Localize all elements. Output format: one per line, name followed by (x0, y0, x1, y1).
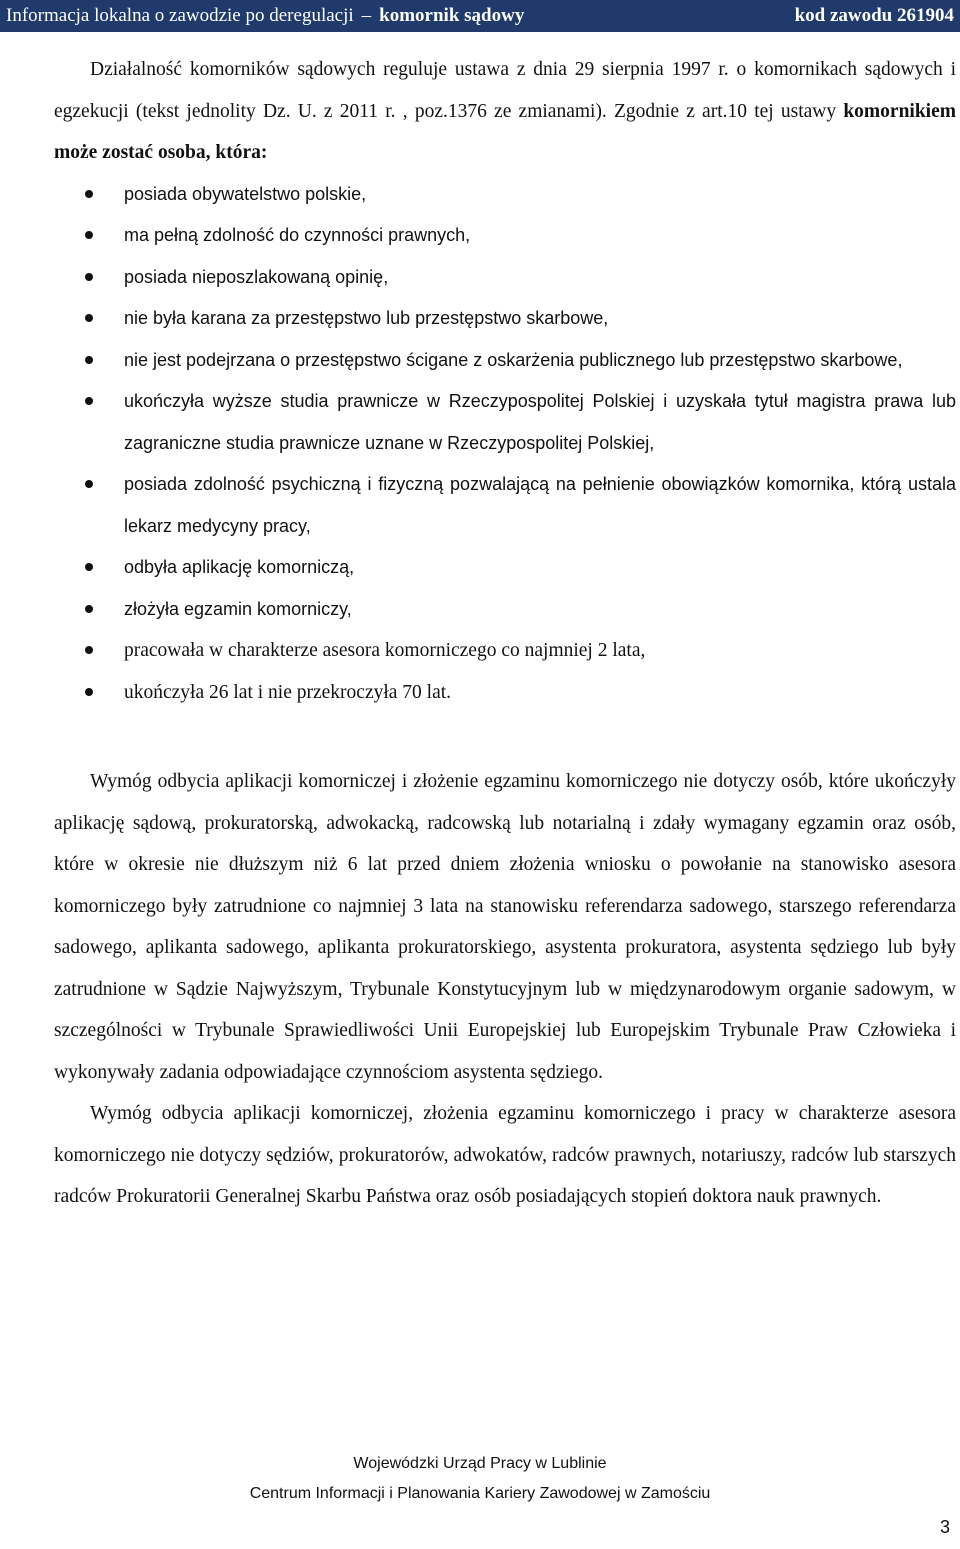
paragraph-exemption-2: Wymóg odbycia aplikacji komorniczej, złożenia egzaminu komorniczego i pracy w charakterze asesora komorniczego nie dotyczy sędziów, prokuratorów, adwokatów, radców prawnych, notariuszy, radców lub starszych radców Prokuratorii Generalnej Skarbu Państwa oraz osób posiadających stopień doktora nauk prawnych. (54, 1103, 956, 1207)
footer-line-2: Centrum Informacji i Planowania Kariery Zawodowej w Zamościu (249, 1485, 711, 1502)
list-item-text: złożyła egzamin komorniczy, (124, 598, 352, 619)
list-item (124, 589, 956, 631)
list-item (124, 215, 956, 257)
bullet-icon (85, 190, 93, 198)
page-footer (0, 1449, 960, 1509)
list-item-text: ukończyła wyższe studia prawnicze w Rzeczypospolitej Polskiej i uzyskała tytuł magistra prawa lub zagraniczne studia prawnicze uznane w Rzeczypospolitej Polskiej, (124, 391, 956, 453)
footer-line-1: Wojewódzki Urząd Pracy w Lublinie (353, 1455, 607, 1472)
list-item-text: nie była karana za przestępstwo lub przestępstwo skarbowe, (124, 308, 609, 328)
list-item (124, 257, 956, 299)
list-item (124, 547, 956, 589)
header-code: kod zawodu 261904 (794, 5, 954, 26)
requirements-list (54, 174, 956, 714)
list-item (124, 672, 956, 714)
list-item-text: nie jest podejrzana o przestępstwo ścigane z oskarżenia publicznego lub przestępstwo skarbowe, (124, 349, 903, 370)
list-item-text: pracowała w charakterze asesora komorniczego co najmniej 2 lata, (124, 640, 646, 661)
bullet-icon (85, 646, 93, 654)
document-body (54, 49, 956, 1218)
header-dash: – (361, 5, 372, 26)
bullet-icon (85, 314, 93, 322)
bullet-icon (85, 688, 93, 696)
bullet-icon (85, 605, 93, 613)
list-item (124, 174, 956, 216)
intro-text: Działalność komorników sądowych reguluje ustawa z dnia 29 sierpnia 1997 r. o komornikach sądowych i egzekucji (tekst jednolity Dz. U. z 2011 r. , poz.1376 ze zmianami). Zgodnie z art.10 tej ustawy (54, 59, 956, 122)
page-header (0, 0, 960, 32)
intro-paragraph (54, 49, 956, 174)
list-item (124, 630, 956, 672)
spacer (54, 713, 956, 761)
bullet-icon (85, 480, 93, 488)
bullet-icon (85, 563, 93, 571)
list-item (124, 340, 956, 382)
list-item-text: ukończyła 26 lat i nie przekroczyła 70 lat. (124, 681, 452, 703)
bullet-icon (85, 273, 93, 281)
intro-bold: komornikiem może zostać osoba, która: (54, 100, 956, 163)
header-profession: komornik sądowy (379, 5, 525, 26)
header-title: Informacja lokalna o zawodzie po deregulacji (6, 5, 354, 26)
list-item-text: ma pełną zdolność do czynności prawnych, (124, 225, 471, 245)
bullet-icon (85, 397, 93, 405)
bullet-icon (85, 231, 93, 239)
list-item-text: posiada nieposzlakowaną opinię, (124, 266, 389, 287)
list-item (124, 381, 956, 464)
list-item-text: posiada obywatelstwo polskie, (124, 183, 367, 204)
list-item (124, 298, 956, 340)
paragraph-exemption-1: Wymóg odbycia aplikacji komorniczej i złożenie egzaminu komorniczego nie dotyczy osób, które ukończyły aplikację sądową, prokuratorską, adwokacką, radcowską lub notarialną i zdały wymagany egzamin oraz osób, które w okresie nie dłuższym niż 6 lat przed dniem złożenia wniosku o powołanie na stanowisko asesora komorniczego były zatrudnione co najmniej 3 lata na stanowisku referendarza sadowego, starszego referendarza sadowego, aplikanta sadowego, aplikanta prokuratorskiego, asystenta prokuratora, asystenta sędziego lub były zatrudnione w Sądzie Najwyższym, Trybunale Konstytucyjnym lub w międzynarodowym organie sadowym, w szczególności w Trybunale Sprawiedliwości Unii Europejskiej lub Europejskim Trybunale Praw Człowieka i wykonywały zadania odpowiadające czynnościom asystenta sędziego. (54, 771, 956, 1083)
list-item-text: odbyła aplikację komorniczą, (124, 557, 355, 577)
header-left (6, 5, 524, 27)
bullet-icon (85, 356, 93, 364)
list-item (124, 464, 956, 547)
page-number: 3 (939, 1517, 950, 1537)
list-item-text: posiada zdolność psychiczną i fizyczną pozwalającą na pełnienie obowiązków komornika, którą ustala lekarz medycyny pracy, (124, 474, 956, 536)
